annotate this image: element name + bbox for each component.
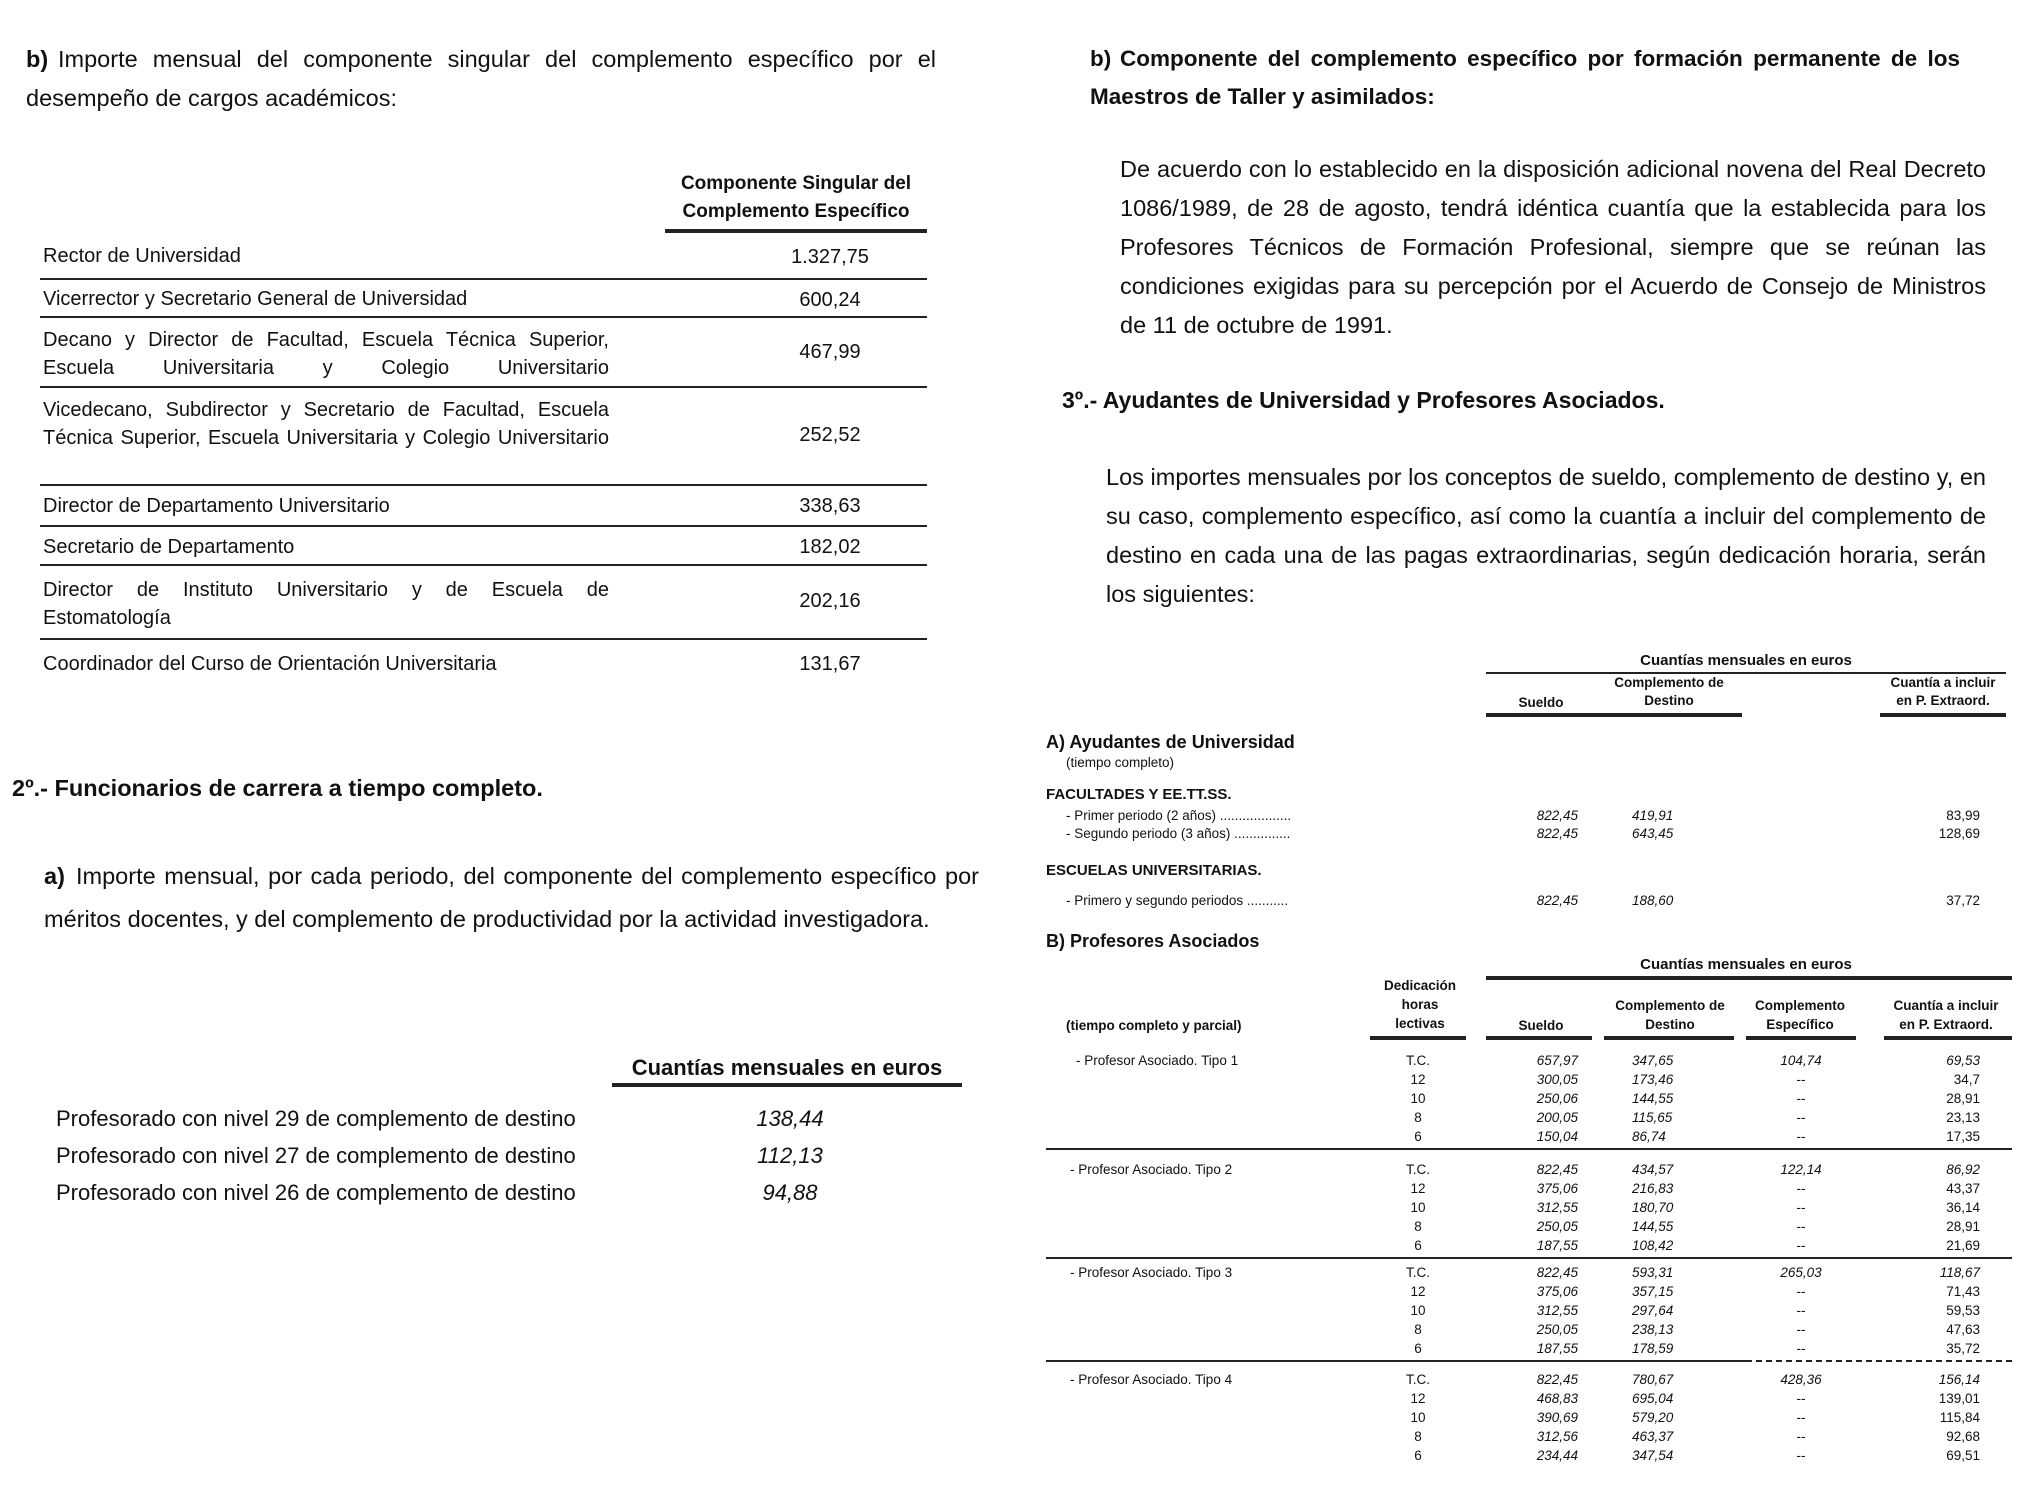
tableB-cell-sueldo: 187,55 [1536, 1238, 1578, 1253]
tableB-cell-destino: 780,67 [1632, 1372, 1674, 1387]
tableB-cell-ded: 12 [1410, 1284, 1426, 1299]
tableB-cell-esp: -- [1796, 1072, 1806, 1087]
tableB-cell-extra: 35,72 [1946, 1341, 1980, 1356]
table1-row-divider [40, 484, 927, 486]
tableB-cell-destino: 434,57 [1632, 1162, 1674, 1177]
section2-heading: 2º.- Funcionarios de carrera a tiempo completo. [12, 775, 543, 801]
tableB-cell-ded: 6 [1414, 1238, 1422, 1253]
table1-row-label: Vicerrector y Secretario General de Universidad [43, 288, 468, 310]
tableB-title: B) Profesores Asociados [1046, 931, 1260, 951]
tableB-sub-rule [1884, 1036, 2012, 1040]
table1-row-value: 1.327,75 [791, 246, 869, 268]
tableB-cell-extra: 34,7 [1953, 1072, 1980, 1087]
tableB-cell-destino: 593,31 [1632, 1265, 1674, 1280]
tableB-cell-sueldo: 234,44 [1536, 1448, 1578, 1463]
tableB-cell-destino: 579,20 [1632, 1410, 1674, 1425]
tableB-cell-destino: 347,65 [1632, 1053, 1674, 1068]
tableB-cell-sueldo: 822,45 [1536, 1265, 1578, 1280]
tableB-cell-sueldo: 200,05 [1536, 1110, 1578, 1125]
tableB-cell-esp: -- [1796, 1448, 1806, 1463]
section3-heading: 3º.- Ayudantes de Universidad y Profesores Asociados. [1062, 387, 1665, 413]
tableB-cell-extra: 47,63 [1946, 1322, 1980, 1337]
tableB-cell-extra: 43,37 [1946, 1181, 1980, 1196]
tableB-cell-extra: 59,53 [1946, 1303, 1980, 1318]
tableA-row-extra: 83,99 [1946, 808, 1980, 823]
tableB-cell-ded: T.C. [1405, 1265, 1430, 1280]
tableA-col-extra [1880, 674, 2006, 710]
table1-row-label: Secretario de Departamento [43, 536, 295, 558]
tableB-block-label: - Profesor Asociado. Tipo 3 [1070, 1265, 1233, 1280]
tableB-cell-destino: 463,37 [1632, 1429, 1674, 1444]
tableB-cell-destino: 144,55 [1632, 1219, 1674, 1234]
table1-row-value: 467,99 [799, 341, 861, 363]
tableB-col-destino-1: Complemento de [1615, 998, 1725, 1013]
tableB-col-extra-2: en P. Extraord. [1899, 1017, 1993, 1032]
tableB-cell-extra: 28,91 [1946, 1091, 1980, 1106]
tableB-cell-esp: -- [1796, 1410, 1806, 1425]
tableB-cell-ded: 12 [1410, 1072, 1426, 1087]
tableA-row-destino: 643,45 [1632, 826, 1674, 841]
table1-row-label: Vicedecano, Subdirector y Secretario de Facultad, Escuela Técnica Superior, Escuela Universitaria y Colegio Universitario [43, 399, 609, 449]
tableB-cell-ded: 12 [1410, 1391, 1426, 1406]
tableA-row-label: - Primer periodo (2 años) ................... [1066, 808, 1292, 823]
tableB-col-label: (tiempo completo y parcial) [1066, 1018, 1242, 1033]
tableB-sub-rule [1604, 1036, 1734, 1040]
tableB-cell-extra: 28,91 [1946, 1219, 1980, 1234]
tableB-cell-ded: 6 [1414, 1341, 1422, 1356]
left-section-b [26, 40, 936, 118]
tableB-cell-extra: 115,84 [1939, 1410, 1980, 1425]
tableB-cell-extra: 139,01 [1938, 1391, 1980, 1406]
tableB-cell-sueldo: 390,69 [1536, 1410, 1578, 1425]
left-section-b-label: b) [26, 46, 49, 72]
tableA-row-sueldo: 822,45 [1536, 826, 1578, 841]
tableB-cell-extra: 71,43 [1946, 1284, 1980, 1299]
tableB-block-label: - Profesor Asociado. Tipo 4 [1070, 1372, 1233, 1387]
tableB-cell-extra: 69,51 [1946, 1448, 1980, 1463]
tableB-cell-ded: 6 [1414, 1448, 1422, 1463]
section3-text: Los importes mensuales por los conceptos de sueldo, complemento de destino y, en su caso, complemento específico, así como la cuantía a incluir del complemento de destino en cada una de las pagas extraordinarias, según dedicación horaria, serán los siguientes: [1106, 464, 1986, 607]
tableB-cell-esp: -- [1796, 1303, 1806, 1318]
tableB-cell-esp: -- [1796, 1129, 1806, 1144]
right-section-b-label: b) [1090, 46, 1112, 71]
tableB-cell-esp: -- [1796, 1322, 1806, 1337]
tableB-cell-extra: 69,53 [1946, 1053, 1980, 1068]
table1-row-divider [40, 638, 927, 640]
tableB-cell-destino: 144,55 [1632, 1091, 1674, 1106]
table2-header-rule [612, 1083, 962, 1087]
tableB-cell-extra: 156,14 [1938, 1372, 1980, 1387]
tableB-sub-rule [1746, 1036, 1856, 1040]
tableA-row-destino: 188,60 [1632, 893, 1674, 908]
tableB-cell-ded: 10 [1410, 1200, 1426, 1215]
tableB-col-ded-2: horas [1401, 997, 1439, 1012]
tableB-cell-esp: -- [1796, 1341, 1806, 1356]
tableA-group-header: Cuantías mensuales en euros [1640, 652, 1852, 669]
tableB-cell-sueldo: 150,04 [1536, 1129, 1578, 1144]
tableB-cell-extra: 17,35 [1946, 1129, 1980, 1144]
table2-row-label: Profesorado con nivel 29 de complemento de destino [56, 1106, 576, 1131]
table1-row-label: Decano y Director de Facultad, Escuela Técnica Superior, Escuela Universitaria y Colegio Universitario [43, 329, 609, 379]
tableB-cell-ded: 6 [1414, 1129, 1422, 1144]
tableB-cell-destino: 178,59 [1632, 1341, 1674, 1356]
tableB-cell-destino: 357,15 [1632, 1284, 1674, 1299]
tableB-group-rule [1486, 976, 2012, 980]
tableB-cell-ded: 8 [1414, 1219, 1422, 1234]
table1-header [665, 170, 927, 226]
tableB-col-destino-2: Destino [1645, 1017, 1695, 1032]
tableB-cell-destino: 695,04 [1632, 1391, 1674, 1406]
tableB-cell-destino: 238,13 [1632, 1322, 1674, 1337]
table1-row-divider [40, 386, 927, 388]
tableA-row-destino: 419,91 [1632, 808, 1674, 823]
tableA-row-label: - Segundo periodo (3 años) ............... [1066, 826, 1291, 841]
table1-row-value: 600,24 [799, 289, 861, 311]
tableB-cell-ded: 8 [1414, 1110, 1422, 1125]
tableB-cell-extra: 86,92 [1946, 1162, 1980, 1177]
tableA-row-extra: 128,69 [1938, 826, 1980, 841]
left-section-b-text: Importe mensual del componente singular del complemento específico por el desempeño de cargos académicos: [26, 46, 936, 111]
tableB-cell-sueldo: 300,05 [1536, 1072, 1578, 1087]
table1-row-divider [40, 278, 927, 280]
tableB-sub-rule [1486, 1036, 1592, 1040]
tableB-cell-ded: 8 [1414, 1322, 1422, 1337]
tableB-cell-sueldo: 250,06 [1536, 1091, 1578, 1106]
tableB-col-ded-1: Dedicación [1383, 978, 1457, 993]
table1-header-rule [665, 229, 927, 233]
table1-row-value: 252,52 [799, 424, 861, 446]
tableB-block-divider [1046, 1148, 2012, 1150]
table2-header: Cuantías mensuales en euros [631, 1055, 943, 1080]
table1-row-value: 338,63 [799, 495, 861, 517]
left-section-a-label: a) [44, 863, 65, 889]
table1-row-divider [40, 316, 927, 318]
tableB-block-divider [1046, 1360, 1746, 1362]
tableA-row-sueldo: 822,45 [1536, 808, 1578, 823]
tableB-cell-esp: -- [1796, 1219, 1806, 1234]
table1-row-label: Rector de Universidad [43, 245, 241, 267]
tableB-cell-esp: -- [1796, 1110, 1806, 1125]
tableB-block-divider-dashed [1746, 1360, 2012, 1362]
table2-row-value: 112,13 [757, 1143, 823, 1168]
table1-row-divider [40, 564, 927, 566]
tableA-sub-rule [1486, 713, 1742, 717]
tableB-cell-destino: 173,46 [1632, 1072, 1674, 1087]
tableB-block-divider [1046, 1257, 2012, 1259]
tableB-col-extra [1880, 996, 2012, 1034]
left-section-a-text: Importe mensual, por cada periodo, del componente del complemento específico por méritos docentes, y del complemento de productividad por la actividad investigadora. [44, 863, 979, 932]
tableB-cell-destino: 347,54 [1632, 1448, 1674, 1463]
tableA-col-extra-2: en P. Extraord. [1896, 693, 1990, 708]
right-section-b-heading [1090, 40, 1960, 116]
tableA-col-destino [1584, 674, 1754, 710]
tableB-cell-esp: -- [1796, 1284, 1806, 1299]
tableA-col-destino-2: Destino [1644, 693, 1694, 708]
tableA-col-destino-1: Complemento de [1614, 675, 1724, 690]
tableB-cell-sueldo: 468,83 [1536, 1391, 1578, 1406]
tableA-col-extra-1: Cuantía a incluir [1890, 675, 1996, 690]
tableB-cell-destino: 180,70 [1632, 1200, 1674, 1215]
tableB-cell-destino: 115,65 [1632, 1110, 1673, 1125]
tableB-cell-ded: T.C. [1405, 1162, 1430, 1177]
tableB-cell-extra: 118,67 [1939, 1265, 1980, 1280]
tableB-col-ded-3: lectivas [1395, 1016, 1445, 1031]
tableB-cell-esp: -- [1796, 1181, 1806, 1196]
tableB-col-extra-1: Cuantía a incluir [1893, 998, 1999, 1013]
tableB-cell-sueldo: 822,45 [1536, 1162, 1578, 1177]
tableB-cell-ded: 10 [1410, 1091, 1426, 1106]
table1-row-value: 131,67 [799, 653, 861, 675]
table1-row-value: 202,16 [799, 590, 861, 612]
tableB-col-destino [1600, 996, 1740, 1034]
tableB-group-header: Cuantías mensuales en euros [1640, 956, 1852, 973]
tableB-cell-ded: 8 [1414, 1429, 1422, 1444]
table1-row-value: 182,02 [799, 536, 861, 558]
tableB-col-esp [1742, 996, 1858, 1034]
tableB-cell-esp: 122,14 [1780, 1162, 1822, 1177]
right-section-b-text: De acuerdo con lo establecido en la disposición adicional novena del Real Decreto 1086/1989, de 28 de agosto, tendrá idéntica cuantía que la establecida para los Profesores Técnicos de Formación Profesional, siempre que se reúnan las condiciones exigidas para su percepción por el Acuerdo de Consejo de Ministros de 11 de octubre de 1991. [1120, 156, 1986, 338]
left-section-a [44, 855, 979, 941]
tableB-cell-sueldo: 657,97 [1536, 1053, 1578, 1068]
table1-row-divider [40, 525, 927, 527]
tableB-cell-esp: -- [1796, 1391, 1806, 1406]
tableB-cell-sueldo: 187,55 [1536, 1341, 1578, 1356]
tableB-cell-sueldo: 250,05 [1536, 1322, 1578, 1337]
tableA-sub-rule [1880, 713, 2006, 717]
tableB-cell-destino: 108,42 [1632, 1238, 1674, 1253]
tableA-title: A) Ayudantes de Universidad [1046, 732, 1295, 752]
tableB-cell-extra: 21,69 [1946, 1238, 1980, 1253]
tableB-cell-sueldo: 312,55 [1536, 1200, 1578, 1215]
tableB-cell-sueldo: 822,45 [1536, 1372, 1578, 1387]
table2-row-label: Profesorado con nivel 27 de complemento de destino [56, 1143, 576, 1168]
tableB-cell-destino: 297,64 [1632, 1303, 1674, 1318]
tableB-cell-sueldo: 375,06 [1536, 1181, 1578, 1196]
tableB-block-label: - Profesor Asociado. Tipo 2 [1070, 1162, 1233, 1177]
tableB-cell-extra: 23,13 [1946, 1110, 1980, 1125]
tableB-cell-destino: 86,74 [1632, 1129, 1666, 1144]
table1-row-label: Director de Instituto Universitario y de Escuela de Estomatología [43, 579, 609, 629]
right-section-b-heading-text: Componente del complemento específico por formación permanente de los Maestros de Taller y asimilados: [1090, 46, 1960, 109]
tableA-group1: FACULTADES Y EE.TT.SS. [1046, 786, 1232, 803]
tableB-cell-ded: 10 [1410, 1410, 1426, 1425]
table1-header-line1: Componente Singular del [680, 173, 912, 194]
tableB-cell-ded: T.C. [1405, 1372, 1430, 1387]
table1-header-line2: Complemento Específico [682, 201, 910, 222]
tableB-col-esp-2: Específico [1766, 1017, 1834, 1032]
tableB-cell-ded: 12 [1410, 1181, 1426, 1196]
tableB-cell-sueldo: 312,55 [1536, 1303, 1578, 1318]
tableA-row-sueldo: 822,45 [1536, 893, 1578, 908]
table2-row-value: 94,88 [762, 1180, 818, 1205]
tableB-cell-esp: -- [1796, 1429, 1806, 1444]
tableA-col-sueldo: Sueldo [1518, 695, 1564, 710]
tableB-col-esp-1: Complemento [1754, 998, 1845, 1013]
table2-row-label: Profesorado con nivel 26 de complemento de destino [56, 1180, 576, 1205]
table1-row-label: Coordinador del Curso de Orientación Universitaria [43, 653, 497, 675]
tableB-col-ded [1370, 976, 1470, 1033]
tableB-cell-esp: -- [1796, 1091, 1806, 1106]
tableB-block-label: - Profesor Asociado. Tipo 1 [1076, 1053, 1239, 1068]
tableA-row-extra: 37,72 [1946, 893, 1980, 908]
tableB-cell-ded: 10 [1410, 1303, 1426, 1318]
tableA-row-label: - Primero y segundo periodos ........... [1066, 893, 1289, 908]
tableB-cell-sueldo: 375,06 [1536, 1284, 1578, 1299]
tableB-cell-esp: 265,03 [1780, 1265, 1822, 1280]
tableB-col-sueldo: Sueldo [1518, 1018, 1564, 1033]
tableA-group2: ESCUELAS UNIVERSITARIAS. [1046, 862, 1262, 879]
tableB-cell-destino: 216,83 [1632, 1181, 1674, 1196]
tableB-cell-esp: -- [1796, 1238, 1806, 1253]
tableB-cell-esp: 428,36 [1780, 1372, 1822, 1387]
tableB-cell-extra: 36,14 [1946, 1200, 1980, 1215]
table1-row-label: Director de Departamento Universitario [43, 495, 390, 517]
tableB-cell-esp: 104,74 [1780, 1053, 1822, 1068]
tableB-cell-esp: -- [1796, 1200, 1806, 1215]
tableB-sub-rule [1370, 1036, 1466, 1040]
tableB-cell-extra: 92,68 [1946, 1429, 1980, 1444]
tableB-cell-sueldo: 250,05 [1536, 1219, 1578, 1234]
tableB-cell-ded: T.C. [1405, 1053, 1430, 1068]
table2-row-value: 138,44 [756, 1106, 824, 1131]
tableB-cell-sueldo: 312,56 [1536, 1429, 1578, 1444]
tableA-subtitle: (tiempo completo) [1066, 755, 1175, 770]
